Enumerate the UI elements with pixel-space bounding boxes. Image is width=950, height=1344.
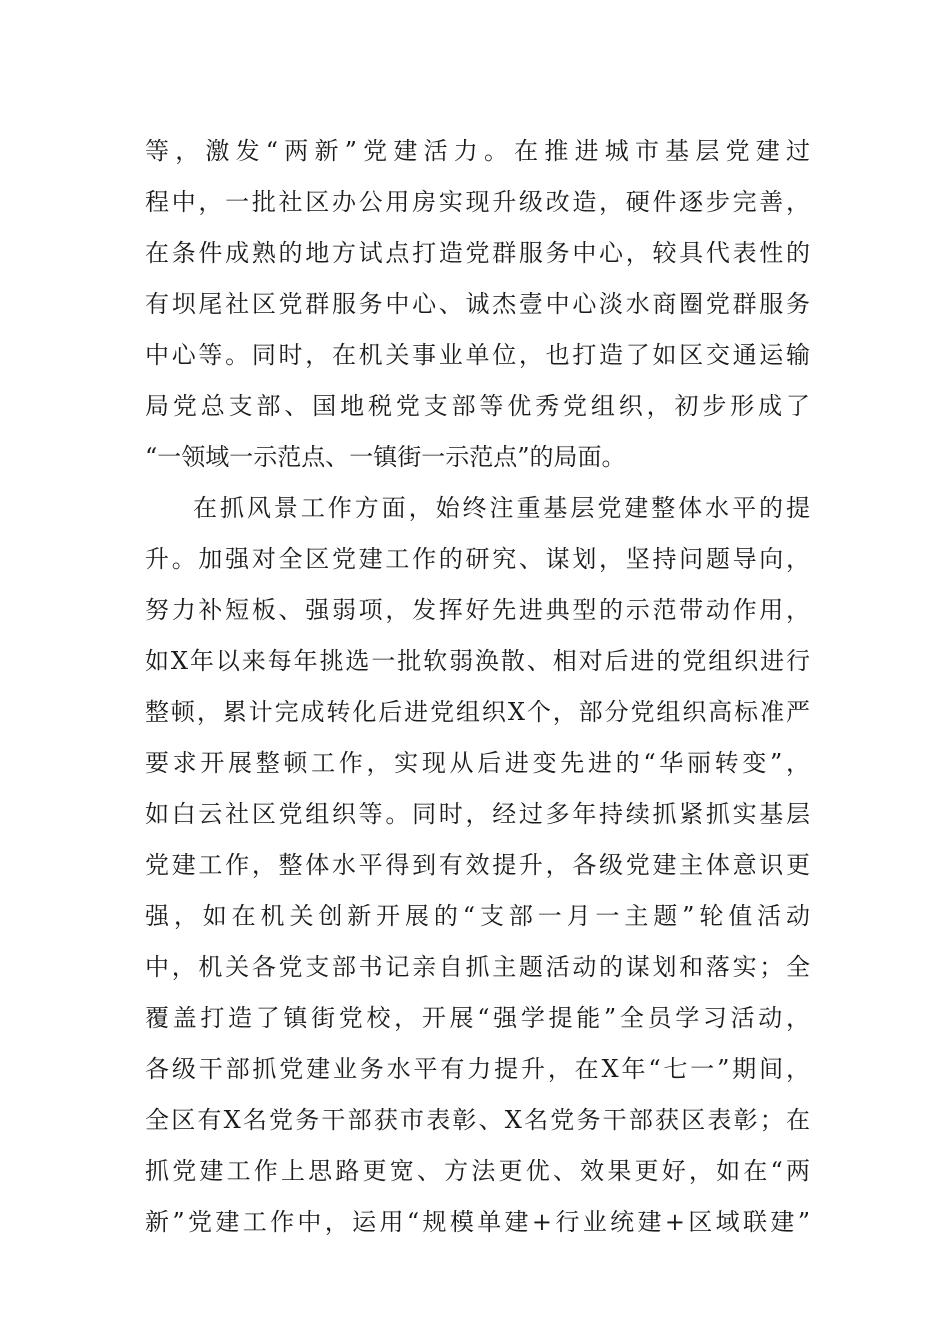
text-line: 覆盖打造了镇街党校，开展“强学提能”全员学习活动， xyxy=(145,1004,810,1032)
text-line: 抓党建工作上思路更宽、方法更优、效果更好，如在“两 xyxy=(145,1157,810,1185)
text-line: 在条件成熟的地方试点打造党群服务中心，较具代表性的 xyxy=(145,239,810,267)
text-line: “一领域一示范点、一镇街一示范点”的局面。 xyxy=(145,443,626,471)
text-line: 在抓风景工作方面，始终注重基层党建整体水平的提 xyxy=(193,494,810,522)
text-line: 程中，一批社区办公用房实现升级改造，硬件逐步完善， xyxy=(145,188,810,216)
text-line: 各级干部抓党建业务水平有力提升，在X年“七一”期间， xyxy=(145,1055,810,1083)
text-line: 党建工作，整体水平得到有效提升，各级党建主体意识更 xyxy=(145,851,810,879)
text-line: 中，机关各党支部书记亲自抓主题活动的谋划和落实；全 xyxy=(145,953,810,981)
text-line: 等，激发“两新”党建活力。在推进城市基层党建过 xyxy=(145,137,810,165)
text-line: 局党总支部、国地税党支部等优秀党组织，初步形成了 xyxy=(145,392,810,420)
text-line: 全区有X名党务干部获市表彰、X名党务干部获区表彰；在 xyxy=(145,1106,810,1134)
text-line: 要求开展整顿工作，实现从后进变先进的“华丽转变”， xyxy=(145,749,810,777)
text-line: 如白云社区党组织等。同时，经过多年持续抓紧抓实基层 xyxy=(145,800,810,828)
text-line: 如X年以来每年挑选一批软弱涣散、相对后进的党组织进行 xyxy=(145,647,810,675)
text-line: 中心等。同时，在机关事业单位，也打造了如区交通运输 xyxy=(145,341,810,369)
document-body xyxy=(145,126,810,1248)
text-line: 整顿，累计完成转化后进党组织X个，部分党组织高标准严 xyxy=(145,698,810,726)
text-line: 升。加强对全区党建工作的研究、谋划，坚持问题导向， xyxy=(145,545,810,573)
paragraph-1 xyxy=(145,126,810,483)
text-line: 新”党建工作中，运用“规模单建+行业统建+区域联建” xyxy=(145,1208,810,1236)
text-line: 强，如在机关创新开展的“支部一月一主题”轮值活动 xyxy=(145,902,810,930)
text-line: 努力补短板、强弱项，发挥好先进典型的示范带动作用， xyxy=(145,596,810,624)
text-line: 有坝尾社区党群服务中心、诚杰壹中心淡水商圈党群服务 xyxy=(145,290,810,318)
paragraph-2 xyxy=(145,483,810,1248)
